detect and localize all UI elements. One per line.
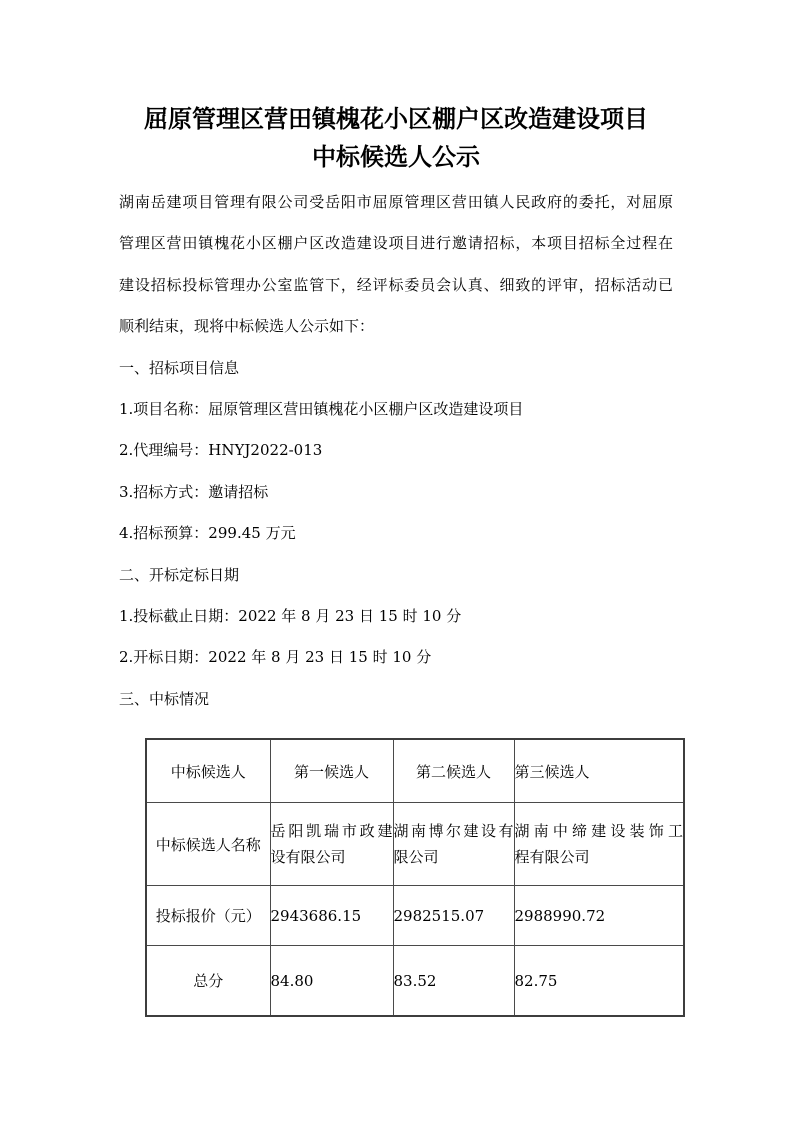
row-label-bid-price: 投标报价（元）	[146, 886, 270, 946]
paragraph-line-1: 湖南岳建项目管理有限公司受岳阳市屈原管理区营田镇人民政府的委托，对屈原	[119, 193, 673, 211]
table-row-total-score	[146, 946, 684, 1017]
section-heading-2: 二、开标定标日期	[119, 565, 240, 584]
list-item-bid-deadline: 1.投标截止日期：2022 年 8 月 23 日 15 时 10 分	[119, 607, 462, 626]
list-item-project-name: 1.项目名称：屈原管理区营田镇槐花小区棚户区改造建设项目	[119, 400, 524, 419]
paragraph-line-2: 管理区营田镇槐花小区棚户区改造建设项目进行邀请招标，本项目招标全过程在	[119, 234, 673, 253]
cell-first-candidate-price: 2943686.15	[270, 886, 393, 946]
row-label-total-score: 总分	[146, 946, 270, 1017]
header-cell-second-candidate: 第二候选人	[393, 739, 514, 803]
paragraph-line-3: 建设招标投标管理办公室监管下，经评标委员会认真、细致的评审，招标活动已	[119, 275, 673, 294]
title-line-1: 屈原管理区营田镇槐花小区棚户区改造建设项目	[144, 105, 648, 133]
list-item-bid-budget: 4.招标预算：299.45 万元	[119, 524, 296, 543]
candidate-name-line: 湖南中缔建设装饰工	[514, 822, 683, 841]
table-row-bid-price	[146, 886, 684, 946]
cell-third-candidate-name	[514, 803, 684, 886]
cell-first-candidate-score: 84.80	[270, 946, 393, 1017]
bid-candidates-table	[145, 738, 685, 1017]
candidate-name-line: 程有限公司	[514, 848, 590, 867]
cell-second-candidate-price: 2982515.07	[393, 886, 514, 946]
title-line-2: 中标候选人公示	[312, 143, 480, 171]
section-heading-3: 三、中标情况	[119, 689, 210, 708]
section-heading-1: 一、招标项目信息	[119, 358, 240, 377]
header-cell-first-candidate: 第一候选人	[270, 739, 393, 803]
table-row-candidate-names	[146, 803, 684, 886]
cell-third-candidate-score: 82.75	[514, 946, 684, 1017]
row-label-candidate-name: 中标候选人名称	[146, 803, 270, 886]
list-item-bid-method: 3.招标方式：邀请招标	[119, 482, 269, 501]
header-cell-third-candidate: 第三候选人	[514, 739, 684, 803]
cell-third-candidate-price: 2988990.72	[514, 886, 684, 946]
cell-second-candidate-name	[393, 803, 514, 886]
document-title	[119, 100, 673, 176]
list-item-agency-number: 2.代理编号：HNYJ2022-013	[119, 441, 323, 460]
candidate-name-line: 设有限公司	[270, 848, 346, 867]
candidate-name-line: 湖南博尔建设有	[393, 822, 514, 841]
table-header-row	[146, 739, 684, 803]
header-cell-candidate: 中标候选人	[146, 739, 270, 803]
cell-second-candidate-score: 83.52	[393, 946, 514, 1017]
document-body	[119, 182, 673, 720]
list-item-bid-opening-date: 2.开标日期：2022 年 8 月 23 日 15 时 10 分	[119, 648, 432, 667]
cell-first-candidate-name	[270, 803, 393, 886]
paragraph-line-4: 顺利结束，现将中标候选人公示如下：	[119, 317, 375, 336]
candidate-name-line: 限公司	[393, 848, 439, 867]
candidate-name-line: 岳阳凯瑞市政建	[270, 822, 393, 841]
